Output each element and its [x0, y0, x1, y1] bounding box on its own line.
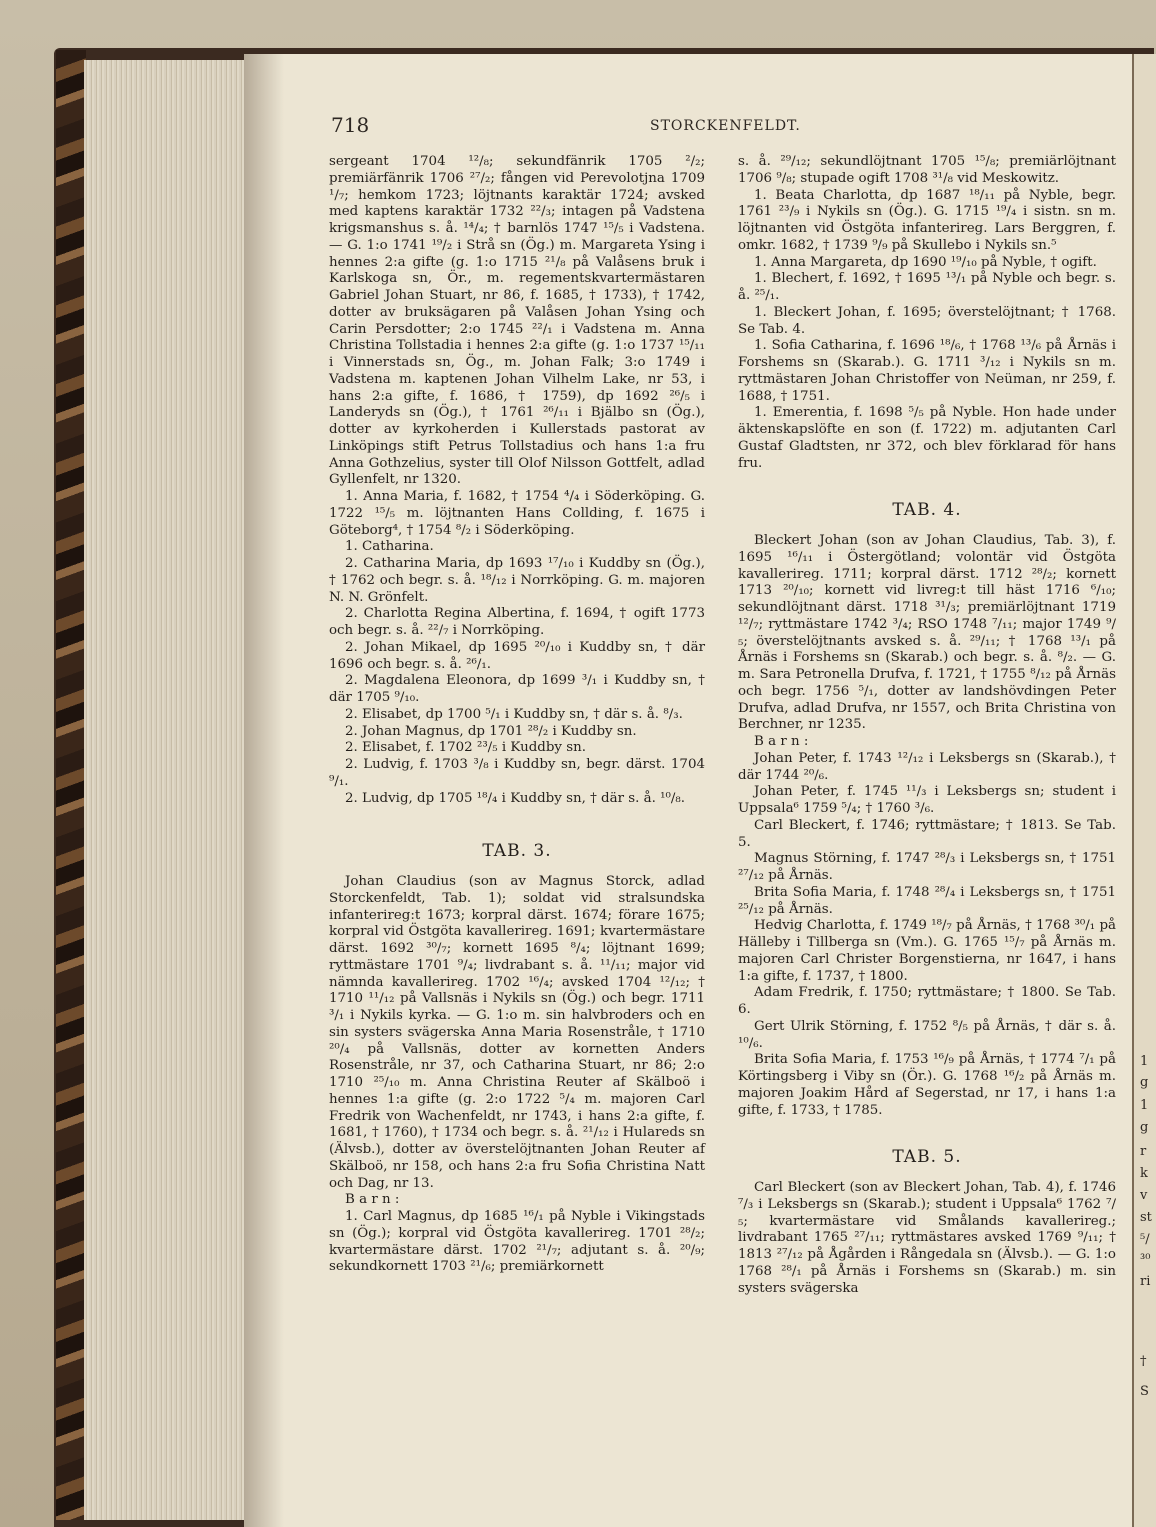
- entry: 2. Magdalena Eleonora, dp 1699 ³/₁ i Kuddby sn, † där 1705 ⁹/₁₀.: [329, 673, 705, 705]
- entry: 1. Sofia Catharina, f. 1696 ¹⁸/₆, † 1768 ¹³/₆ på Årnäs i Forshems sn (Skarab.). G. 1711 ³/₁₂ i Nykils sn m. ryttmästaren Johan Christoffer von Neüman, nr 259, f. 1688, † 1751.: [738, 338, 1116, 404]
- intro-paragraph: sergeant 1704 ¹²/₈; sekundfänrik 1705 ²/₂; premiärfänrik 1706 ²⁷/₂; fången vid Perevolotjna 1709 ¹/₇; hemkom 1723; löjtnants karaktär 1724; avsked med kaptens karaktär 1732 ²²/₃; intagen på Vadstena krigsmanshus s. å. ¹⁴/₄; † barnlös 1747 ¹⁵/₅ i Vadstena. — G. 1:o 1741 ¹⁹/₂ i Strå sn (Ög.) m. Margareta Ysing i hennes 2:a gifte (g. 1:o 1715 ²¹/₈ på Valåsens bruk i Karlskoga sn, Ör., m. regementskvartermästaren Gabriel Johan Stuart, nr 86, f. 1685, † 1733), † 1742, dotter av bruksägaren på Valåsen Johan Ysing och Carin Persdotter; 2:o 1745 ²²/₁ i Vadstena m. Anna Christina Tollstadia i hennes 2:a gifte (g. 1:o 1737 ¹⁵/₁₁ i Vinnerstads sn, Ög., m. Johan Falk; 3:o 1749 i Vadstena m. kaptenen Johan Vilhelm Lake, nr 53, i hans 2:a gifte, f. 1686, † 1759), dp 1692 ²⁶/₅ i Landeryds sn (Ög.), † 1761 ²⁶/₁₁ i Bjälbo sn (Ög.), dotter av kyrkoherden i Kullerstads pastorat av Linköpings stift Petrus Tollstadius och hans 1:a fru Anna Gothzelius, syster till Olof Nilsson Gottfelt, adlad Gyllenfelt, nr 1320.: [329, 154, 705, 488]
- entry: 2. Ludvig, dp 1705 ¹⁸/₄ i Kuddby sn, † där s. å. ¹⁰/₈.: [345, 790, 685, 806]
- tab4-heading: TAB. 4.: [892, 500, 962, 521]
- tab5-text: Carl Bleckert (son av Bleckert Johan, Tab. 4), f. 1746 ⁷/₃ i Leksbergs sn (Skarab.); student i Uppsala⁶ 1762 ⁷/₅; kvartermästare vid Smålands kavallerireg.; livdrabant 1765 ²⁷/₁₁; ryttmästares avsked 1769 ⁹/₁₁; † 1813 ²⁷/₁₂ på Ågården i Rångedala sn (Älvsb.). — G. 1:o 1768 ²⁸/₁ på Årnäs i Forshems sn (Skarab.) m. sin systers svägerska: [738, 1180, 1116, 1296]
- tab4-child: Gert Ulrik Störning, f. 1752 ⁸/₅ på Årnäs, † där s. å. ¹⁰/₆.: [738, 1018, 1116, 1051]
- tab4-text: Bleckert Johan (son av Johan Claudius, Tab. 3), f. 1695 ¹⁶/₁₁ i Östergötland; volontär vid Östgöta kavallerireg. 1711; korpral därst. 1712 ²⁸/₂; kornett 1713 ²⁰/₁₀; kornett vid livreg:t till häst 1716 ⁶/₁₀; sekundlöjtnant därst. 1718 ³¹/₃; premiärlöjtnant 1719 ¹²/₇; ryttmästare 1742 ³/₄; RSO 1748 ⁷/₁₁; major 1749 ⁹/₅; överstelöjtnants avsked s. å. ²⁹/₁₁; † 1768 ¹³/₁ på Årnäs i Forshems sn (Skarab.) och begr. s. å. ⁸/₂. — G. m. Sara Petronella Drufva, f. 1721, † 1755 ⁸/₁₂ på Årnäs och begr. 1756 ⁵/₁, dotter av landshövdingen Peter Drufva, adlad Drufva, nr 1557, och Brita Christina von Berchner, nr 1235.: [738, 533, 1116, 733]
- tab4-child: Johan Peter, f. 1745 ¹¹/₃ i Leksbergs sn; student i Uppsala⁶ 1759 ⁵/₄; † 1760 ³/₆.: [738, 784, 1116, 816]
- entry: 2. Catharina Maria, dp 1693 ¹⁷/₁₀ i Kuddby sn (Ög.), † 1762 och begr. s. å. ¹⁸/₁₂ i Norrköping. G. m. majoren N. N. Grönfelt.: [329, 556, 705, 605]
- barn-label: B a r n :: [754, 734, 809, 749]
- edge-fragment: †: [1140, 1354, 1147, 1369]
- barn-label: B a r n :: [345, 1192, 400, 1208]
- tab4-child: Hedvig Charlotta, f. 1749 ¹⁸/₇ på Årnäs, † 1768 ³⁰/₁ på Hälleby i Tillberga sn (Vm.). G. 1765 ¹⁵/₇ på Årnäs m. majoren Carl Christer Borgenstierna, nr 1647, i hans 1:a gifte, f. 1737, † 1800.: [738, 918, 1116, 984]
- tab5-heading: TAB. 5.: [892, 1147, 962, 1168]
- entry: 2. Ludvig, f. 1703 ³/₈ i Kuddby sn, begr. därst. 1704 ⁹/₁.: [329, 757, 705, 789]
- tab4-child: Brita Sofia Maria, f. 1748 ²⁸/₄ i Leksbergs sn, † 1751 ²⁵/₁₂ på Årnäs.: [738, 884, 1116, 917]
- edge-fragment: v: [1140, 1188, 1148, 1203]
- entry: 2. Johan Magnus, dp 1701 ²⁸/₂ i Kuddby sn.: [345, 723, 637, 739]
- edge-fragment: st: [1140, 1210, 1152, 1225]
- entry: 1. Emerentia, f. 1698 ⁵/₅ på Nyble. Hon hade under äktenskapslöfte en son (f. 1722) m. adjutanten Carl Gustaf Gladtsten, nr 372, och blev förklarad för hans fru.: [738, 405, 1116, 471]
- edge-fragment: r: [1140, 1144, 1147, 1159]
- running-title: STORCKENFELDT.: [650, 118, 801, 134]
- edge-fragment: 1: [1140, 1098, 1149, 1113]
- marbled-edge: [56, 50, 86, 1520]
- tab4-child: Adam Fredrik, f. 1750; ryttmästare; † 1800. Se Tab. 6.: [738, 985, 1116, 1017]
- entry: 2. Elisabet, dp 1700 ⁵/₁ i Kuddby sn, † där s. å. ⁸/₃.: [345, 706, 683, 722]
- tab4-child: Johan Peter, f. 1743 ¹²/₁₂ i Leksbergs sn (Skarab.), † där 1744 ²⁰/₆.: [738, 750, 1116, 783]
- page-number: 718: [331, 113, 370, 137]
- entry: 2. Elisabet, f. 1702 ²³/₅ i Kuddby sn.: [345, 740, 586, 756]
- entry: 1. Anna Maria, f. 1682, † 1754 ⁴/₄ i Söderköping. G. 1722 ¹⁵/₅ m. löjtnanten Hans Collding, f. 1675 i Göteborg⁴, † 1754 ⁸/₂ i Söderköping.: [329, 489, 705, 538]
- edge-fragment: S: [1140, 1384, 1149, 1399]
- tab3-text: Johan Claudius (son av Magnus Storck, adlad Storckenfeldt, Tab. 1); soldat vid stralsundska infanterireg:t 1673; korpral därst. 1674; förare 1675; korpral vid Östgöta kavallerireg. 1691; kvartermästare därst. 1692 ³⁰/₇; kornett 1695 ⁸/₄; löjtnant 1699; ryttmästare 1701 ⁹/₄; livdrabant s. å. ¹¹/₁₁; major vid nämnda kavallerireg. 1702 ¹⁶/₄; avsked 1704 ¹²/₁₂; † 1710 ¹¹/₁₂ på Vallsnäs i Nykils sn (Ög.) och begr. 1711 ³/₁ i Nykils kyrka. — G. 1:o m. sin halvbroders och en sin systers svägerska Anna Maria Rosenstråle, † 1710 ²⁰/₄ på Vallsnäs, dotter av kornetten Anders Rosenstråle, nr 37, och Catharina Stuart, nr 86; 2:o 1710 ²⁵/₁₀ m. Anna Christina Reuter af Skälboö i hennes 1:a gifte (g. 2:o 1722 ⁵/₄ m. majoren Carl Fredrik von Wachenfeldt, nr 1743, i hans 2:a gifte, f. 1681, † 1760), † 1734 och begr. s. å. ²¹/₁₂ i Hulareds sn (Älvsb.), dotter av överstelöjtnanten Johan Reuter af Skälboö, nr 158, och hans 2:a fru Sofia Christina Natt och Dag, nr 13.: [329, 874, 705, 1191]
- entry: 1. Beata Charlotta, dp 1687 ¹⁸/₁₁ på Nyble, begr. 1761 ²³/₉ i Nykils sn (Ög.). G. 1715 ¹⁹/₄ i sistn. sn m. löjtnanten vid Östgöta infanterireg. Lars Berggren, f. omkr. 1682, † 1739 ⁹/₉ på Skullebo i Nykils sn.⁵: [738, 187, 1116, 253]
- facing-page-strip: [1132, 54, 1156, 1527]
- edge-fragment: g: [1140, 1075, 1149, 1090]
- entry: 1. Blechert, f. 1692, † 1695 ¹³/₁ på Nyble och begr. s. å. ²⁵/₁.: [738, 271, 1116, 303]
- tab4-child: Carl Bleckert, f. 1746; ryttmästare; † 1813. Se Tab. 5.: [738, 817, 1116, 850]
- entry: 2. Johan Mikael, dp 1695 ²⁰/₁₀ i Kuddby sn, † där 1696 och begr. s. å. ²⁶/₁.: [329, 639, 705, 672]
- entry: 1. Anna Margareta, dp 1690 ¹⁹/₁₀ på Nyble, † ogift.: [754, 254, 1097, 270]
- edge-fragment: g: [1140, 1120, 1149, 1135]
- entry: 1. Catharina.: [345, 539, 434, 555]
- continued-text: s. å. ²⁹/₁₂; sekundlöjtnant 1705 ¹⁵/₈; premiärlöjtnant 1706 ⁹/₈; stupade ogift 1708 ³¹/₈ vid Meskowitz.: [738, 154, 1116, 186]
- edge-fragment: ³⁰: [1140, 1252, 1151, 1267]
- page-block-edge: [84, 60, 244, 1520]
- left-column: [329, 154, 705, 1276]
- edge-fragment: ⁵/: [1140, 1232, 1150, 1247]
- entry: 1. Bleckert Johan, f. 1695; överstelöjtnant; † 1768. Se Tab. 4.: [738, 304, 1116, 337]
- edge-fragment: k: [1140, 1166, 1148, 1181]
- edge-fragment: 1: [1140, 1054, 1149, 1069]
- tab4-child: Brita Sofia Maria, f. 1753 ¹⁶/₉ på Årnäs, † 1774 ⁷/₁ på Körtingsberg i Viby sn (Ör.). G. 1768 ¹⁶/₂ på Årnäs m. majoren Joakim Hård af Segerstad, nr 17, i hans 1:a gifte, f. 1733, † 1785.: [738, 1052, 1116, 1118]
- right-column: [738, 154, 1116, 1297]
- tab4-child: Magnus Störning, f. 1747 ²⁸/₃ i Leksbergs sn, † 1751 ²⁷/₁₂ på Årnäs.: [738, 851, 1116, 883]
- tab3-heading: TAB. 3.: [482, 841, 552, 862]
- edge-fragment: ri: [1140, 1274, 1151, 1289]
- entry: 2. Charlotta Regina Albertina, f. 1694, † ogift 1773 och begr. s. å. ²²/₇ i Norrköping.: [329, 606, 705, 638]
- gutter-shadow: [244, 54, 284, 1527]
- tab3-child: 1. Carl Magnus, dp 1685 ¹⁶/₁ på Nyble i Vikingstads sn (Ög.); korpral vid Östgöta kavallerireg. 1701 ²⁸/₂; kvartermästare därst. 1702 ²¹/₇; adjutant s. å. ²⁰/₉; sekundkornett 1703 ²¹/₆; premiärkornett: [329, 1209, 705, 1275]
